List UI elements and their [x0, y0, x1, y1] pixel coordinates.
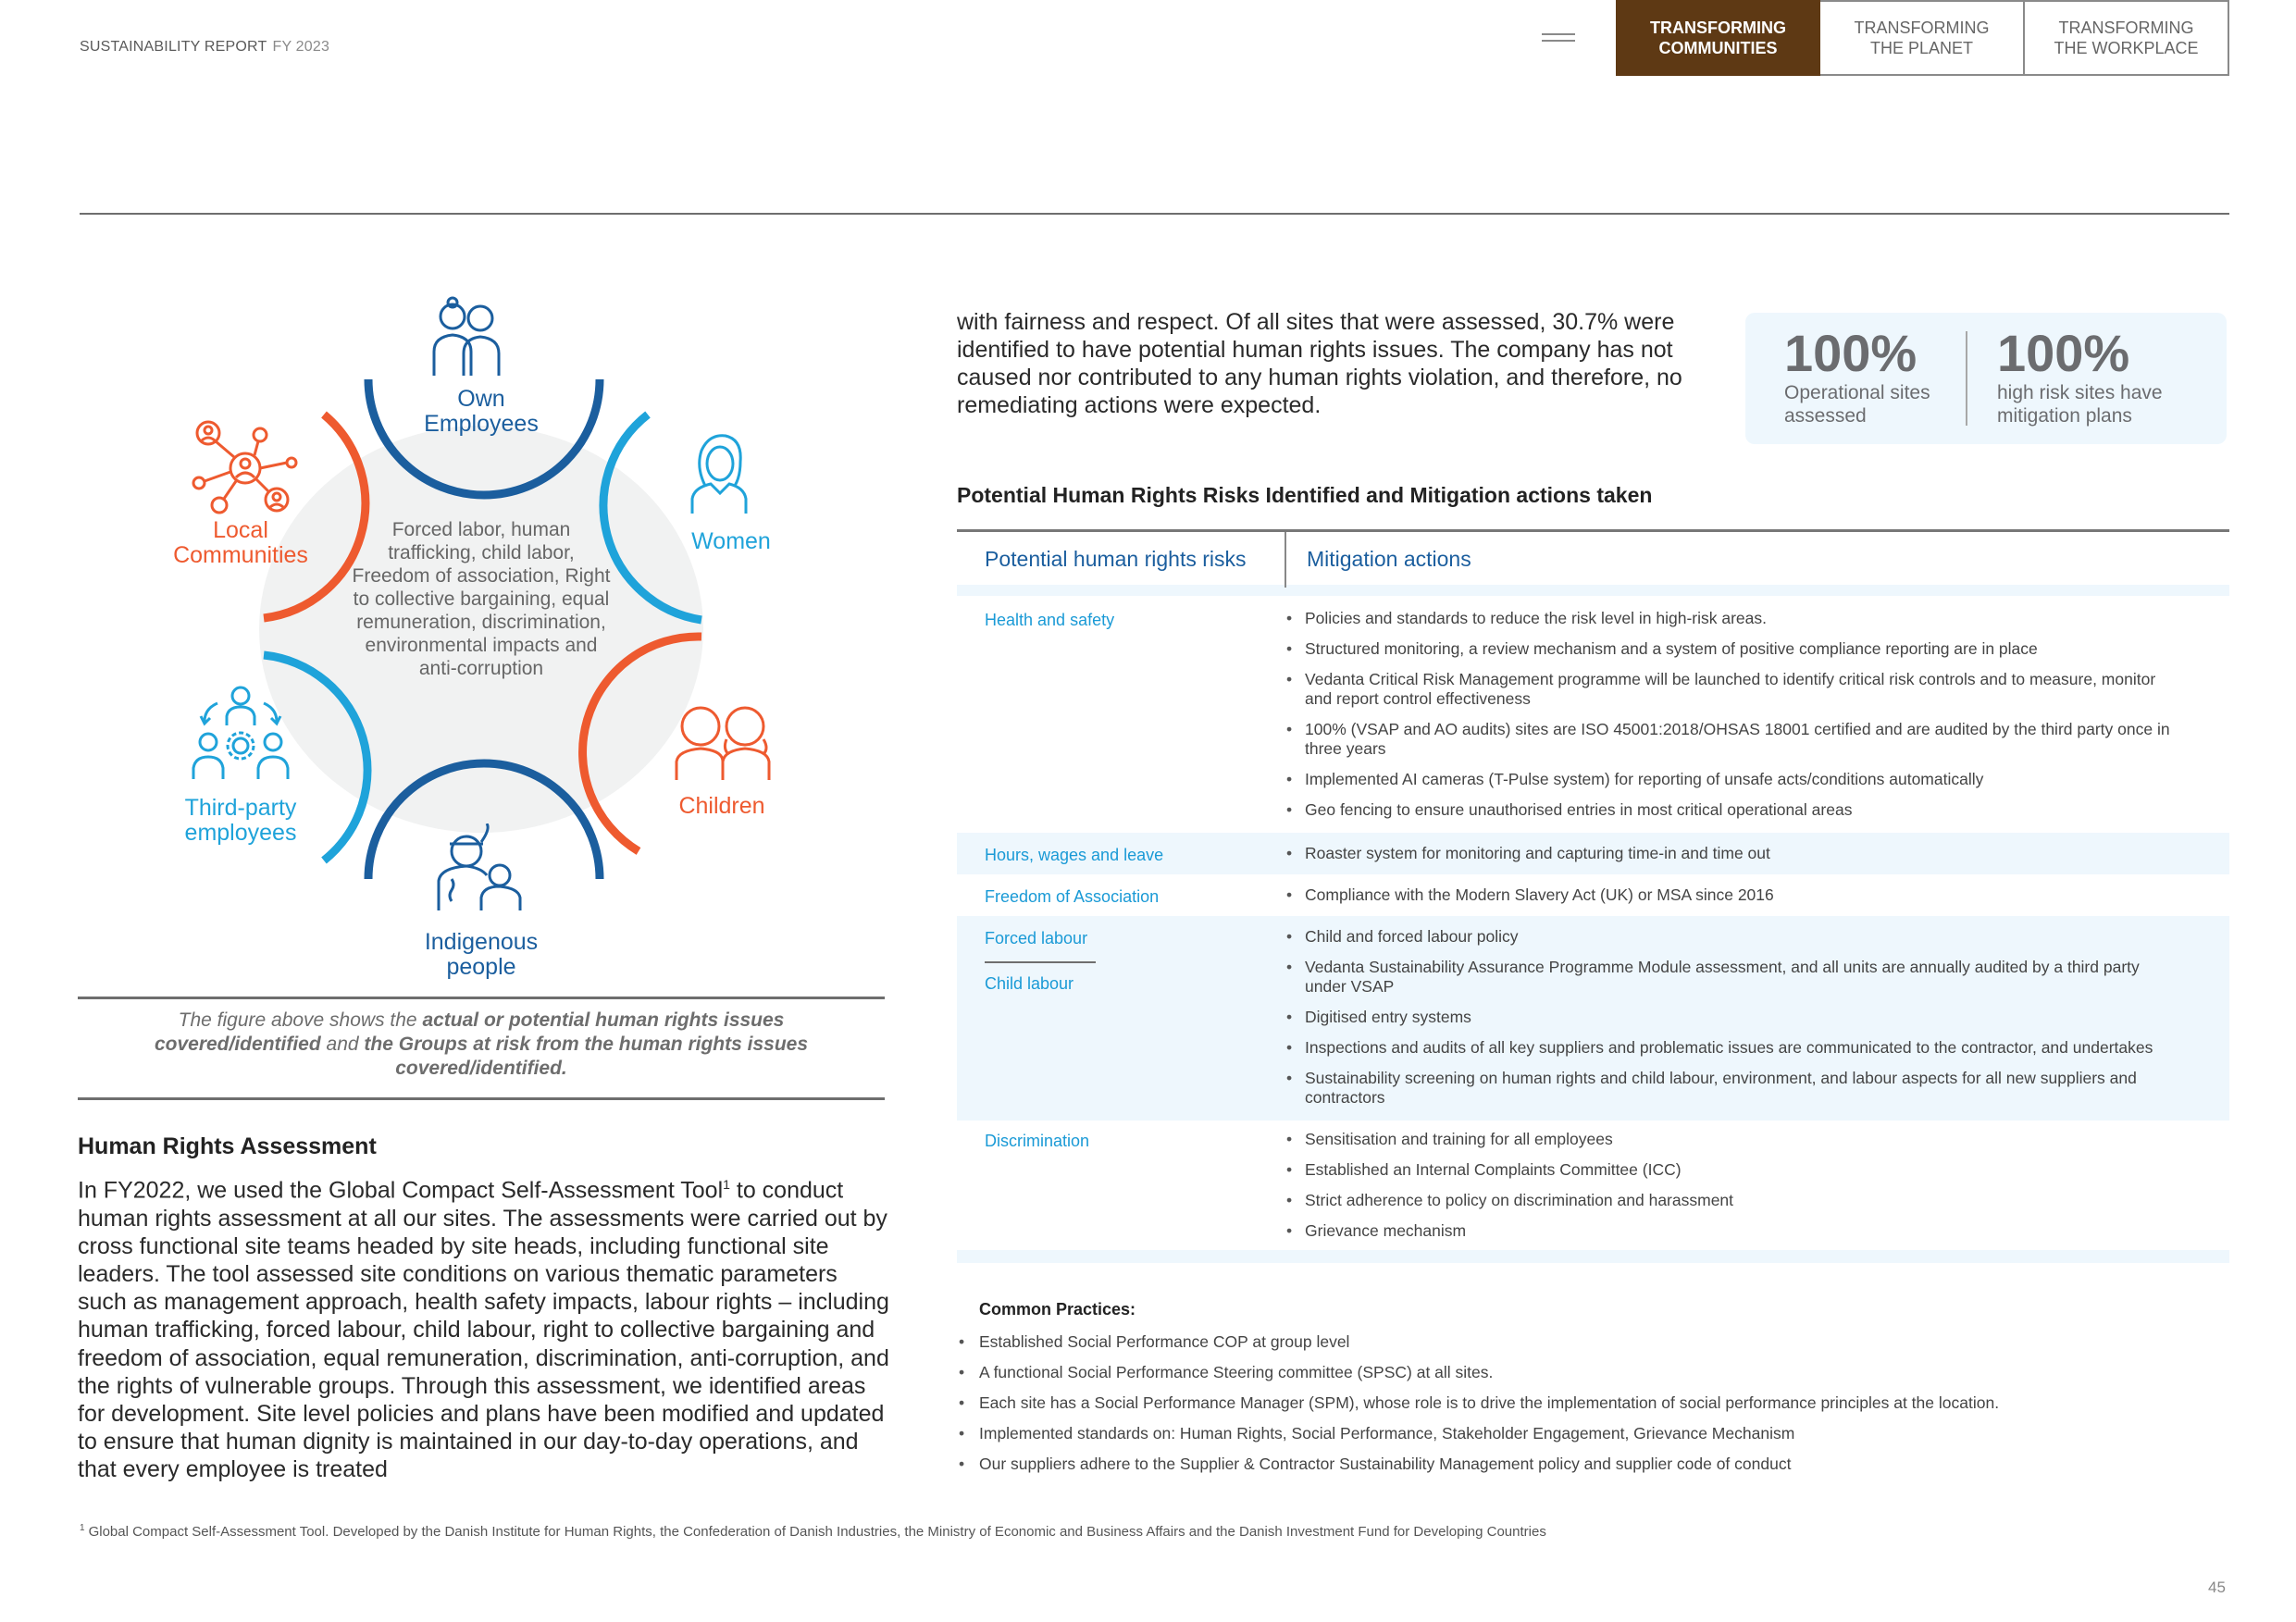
kpi-label: high risk sites have mitigation plans — [1997, 382, 2163, 427]
column-header-mitigation: Mitigation actions — [1307, 546, 1471, 571]
mitigation-item: • Established an Internal Complaints Committee (ICC) — [1285, 1160, 2173, 1180]
tab-label: THE PLANET — [1869, 39, 1974, 57]
footnote-text: Global Compact Self-Assessment Tool. Developed by the Danish Institute for Human Rights, the Confederation of Danish Industries, the Ministry of Economic and Business Affairs and the Danish Investment Fund for Developing Countries — [88, 1524, 1546, 1540]
tab-label: TRANSFORMING — [1854, 19, 1990, 37]
tab-transforming-communities[interactable] — [1616, 0, 1820, 76]
practice-item: • A functional Social Performance Steering committee (SPSC) at all sites. — [957, 1363, 2229, 1382]
tab-transforming-the-workplace[interactable] — [2025, 0, 2229, 76]
tab-transforming-the-planet[interactable] — [1820, 0, 2025, 76]
indigenous-people-icon — [435, 823, 527, 911]
table-title: Potential Human Rights Risks Identified and Mitigation actions taken — [957, 483, 1653, 507]
risk-name: Freedom of Association — [985, 887, 1160, 906]
kpi-panel — [1745, 313, 2227, 444]
table-row — [957, 833, 2229, 874]
community-network-icon — [190, 416, 301, 518]
mitigation-list — [1285, 844, 2173, 865]
mitigation-item: • Vedanta Sustainability Assurance Programme Module assessment, and all units are annually audited by a third party under VSAP — [1285, 958, 2173, 997]
mitigation-item: • Vedanta Critical Risk Management programme will be launched to identify critical risk controls and to measure, monitor and report control effectiveness — [1285, 670, 2173, 709]
table-header — [957, 529, 2229, 585]
practice-item: • Each site has a Social Performance Manager (SPM), whose role is to drive the implementation of social performance principles at the location. — [957, 1393, 2229, 1413]
table-row — [957, 916, 2229, 1121]
section-tabs — [1616, 0, 2229, 76]
page-number: 45 — [2208, 1579, 2226, 1596]
tab-label: THE WORKPLACE — [2054, 39, 2199, 57]
mitigation-item: • Digitised entry systems — [1285, 1008, 2173, 1027]
practice-item: • Established Social Performance COP at group level — [957, 1332, 2229, 1352]
caption-top-rule — [78, 997, 885, 999]
risk-name-forced-labour: Forced labour — [985, 929, 1088, 947]
tab-label: TRANSFORMING — [2058, 19, 2194, 37]
group-label-women: Women — [691, 528, 771, 554]
tab-label: TRANSFORMING — [1650, 19, 1786, 37]
kpi-high-risk-sites — [1997, 326, 2163, 427]
human-rights-groups-diagram — [148, 287, 814, 999]
common-practices — [957, 1300, 2229, 1485]
risk-name — [957, 927, 1285, 1109]
table-row — [957, 596, 2229, 833]
footnote-marker: 1 — [80, 1523, 85, 1533]
caption-bottom-rule — [78, 1097, 885, 1100]
risk-separator — [985, 961, 1096, 963]
mitigation-item: • Inspections and audits of all key suppliers and problematic issues are communicated to the contractor, and undertakes — [1285, 1038, 2173, 1058]
table-row — [957, 874, 2229, 916]
tab-label: COMMUNITIES — [1658, 39, 1778, 57]
kpi-label: Operational sites assessed — [1784, 382, 1930, 427]
group-label-third-party-employees: Third-party employees — [184, 795, 297, 846]
mitigation-item: • 100% (VSAP and AO audits) sites are ISO 45001:2018/OHSAS 18001 certified and are audited by the third party once in three years — [1285, 720, 2173, 759]
diagram-caption: The figure above shows the actual or potential human rights issues covered/identified and the Groups at risk from the human rights issues covered/identified. — [154, 1009, 809, 1079]
risk-name-child-labour: Child labour — [985, 974, 1074, 993]
assessment-body: In FY2022, we used the Global Compact Self-Assessment Tool$^1$ to conduct human rights assessment at all our sites. The assessments were carried out by cross functional site teams headed by site heads, including functional site leaders. The tool assessed site conditions on various thematic parameters such as management approach, health safety impacts, labour rights – including human trafficking, forced labour, child labour, right to collective bargaining and freedom of association, equal remuneration, discrimination, anti-corruption, and the rights of vulnerable groups. Through this assessment, we identified areas for development. Site level policies and plans have been modified and updated to ensure that human dignity is maintained in our day-to-day operations, and that every employee is treated — [78, 1177, 889, 1483]
column-header-risks: Potential human rights risks — [985, 546, 1247, 571]
mitigation-item: • Sensitisation and training for all employees — [1285, 1130, 2173, 1149]
employees-icon — [430, 294, 504, 378]
table-row — [957, 1121, 2229, 1250]
section-heading: Human Rights Assessment — [78, 1133, 377, 1159]
mitigation-list — [1285, 927, 2173, 1109]
risk-name: Discrimination — [985, 1132, 1090, 1150]
report-name: SUSTAINABILITY REPORT — [80, 39, 267, 55]
risk-name: Health and safety — [985, 611, 1115, 629]
assessment-body-continued: with fairness and respect. Of all sites that were assessed, 30.7% were identified to have potential human rights issues. The company has not caused nor contributed to any human rights violation, and therefore, no remediating actions were expected. — [957, 309, 1682, 418]
header-divider — [1285, 532, 1286, 588]
mitigation-item: • Policies and standards to reduce the risk level in high-risk areas. — [1285, 609, 2173, 628]
hamburger-menu-icon[interactable] — [1542, 33, 1575, 52]
risk-mitigation-table — [957, 529, 2229, 1263]
group-label-children: Children — [678, 793, 765, 819]
common-practices-list — [957, 1332, 2229, 1474]
mitigation-list — [1285, 885, 2173, 907]
mitigation-item: • Strict adherence to policy on discrimination and harassment — [1285, 1191, 2173, 1210]
practice-item: • Our suppliers adhere to the Supplier & Contractor Sustainability Management policy and supplier code of conduct — [957, 1455, 2229, 1474]
report-title — [80, 39, 329, 56]
kpi-operational-sites — [1784, 326, 1930, 427]
center-issues-text: Forced labor, human trafficking, child labor, Freedom of association, Right to collective bargaining, equal remuneration, discrimination, environmental impacts and anti-corruption — [352, 519, 611, 679]
risk-name: Hours, wages and leave — [985, 846, 1164, 864]
footnote-ref[interactable]: 1 — [723, 1177, 730, 1192]
common-practices-title: Common Practices: — [979, 1300, 1136, 1319]
group-label-local-communities: Local Communities — [173, 517, 308, 568]
table-band — [957, 585, 2229, 596]
practice-item: • Implemented standards on: Human Rights, Social Performance, Stakeholder Engagement, Grievance Mechanism — [957, 1424, 2229, 1443]
mitigation-item: • Implemented AI cameras (T-Pulse system) for reporting of unsafe acts/conditions automatically — [1285, 770, 2173, 789]
mitigation-item: • Grievance mechanism — [1285, 1221, 2173, 1241]
mitigation-list — [1285, 1130, 2173, 1243]
table-footer-band — [957, 1250, 2229, 1263]
group-label-indigenous-people: Indigenous people — [424, 929, 539, 980]
fiscal-year: FY 2023 — [272, 39, 330, 55]
mitigation-list — [1285, 609, 2173, 822]
kpi-divider — [1966, 331, 1967, 426]
group-label-own-employees: Own Employees — [424, 386, 539, 437]
mitigation-item: • Sustainability screening on human rights and child labour, environment, and labour aspects for all new suppliers and contractors — [1285, 1069, 2173, 1108]
third-party-team-icon — [190, 685, 292, 782]
mitigation-item: • Geo fencing to ensure unauthorised entries in most critical operational areas — [1285, 800, 2173, 820]
mitigation-item: • Child and forced labour policy — [1285, 927, 2173, 947]
mitigation-item: • Structured monitoring, a review mechanism and a system of positive compliance reporting are in place — [1285, 639, 2173, 659]
mitigation-item: • Compliance with the Modern Slavery Act (UK) or MSA since 2016 — [1285, 885, 2173, 905]
footnote — [80, 1523, 1546, 1540]
kpi-value: 100% — [1997, 324, 2130, 382]
children-icon — [671, 699, 777, 782]
header-divider — [80, 213, 2229, 215]
mitigation-item: • Roaster system for monitoring and capturing time-in and time out — [1285, 844, 2173, 863]
kpi-value: 100% — [1784, 324, 1917, 382]
woman-icon — [687, 430, 751, 514]
